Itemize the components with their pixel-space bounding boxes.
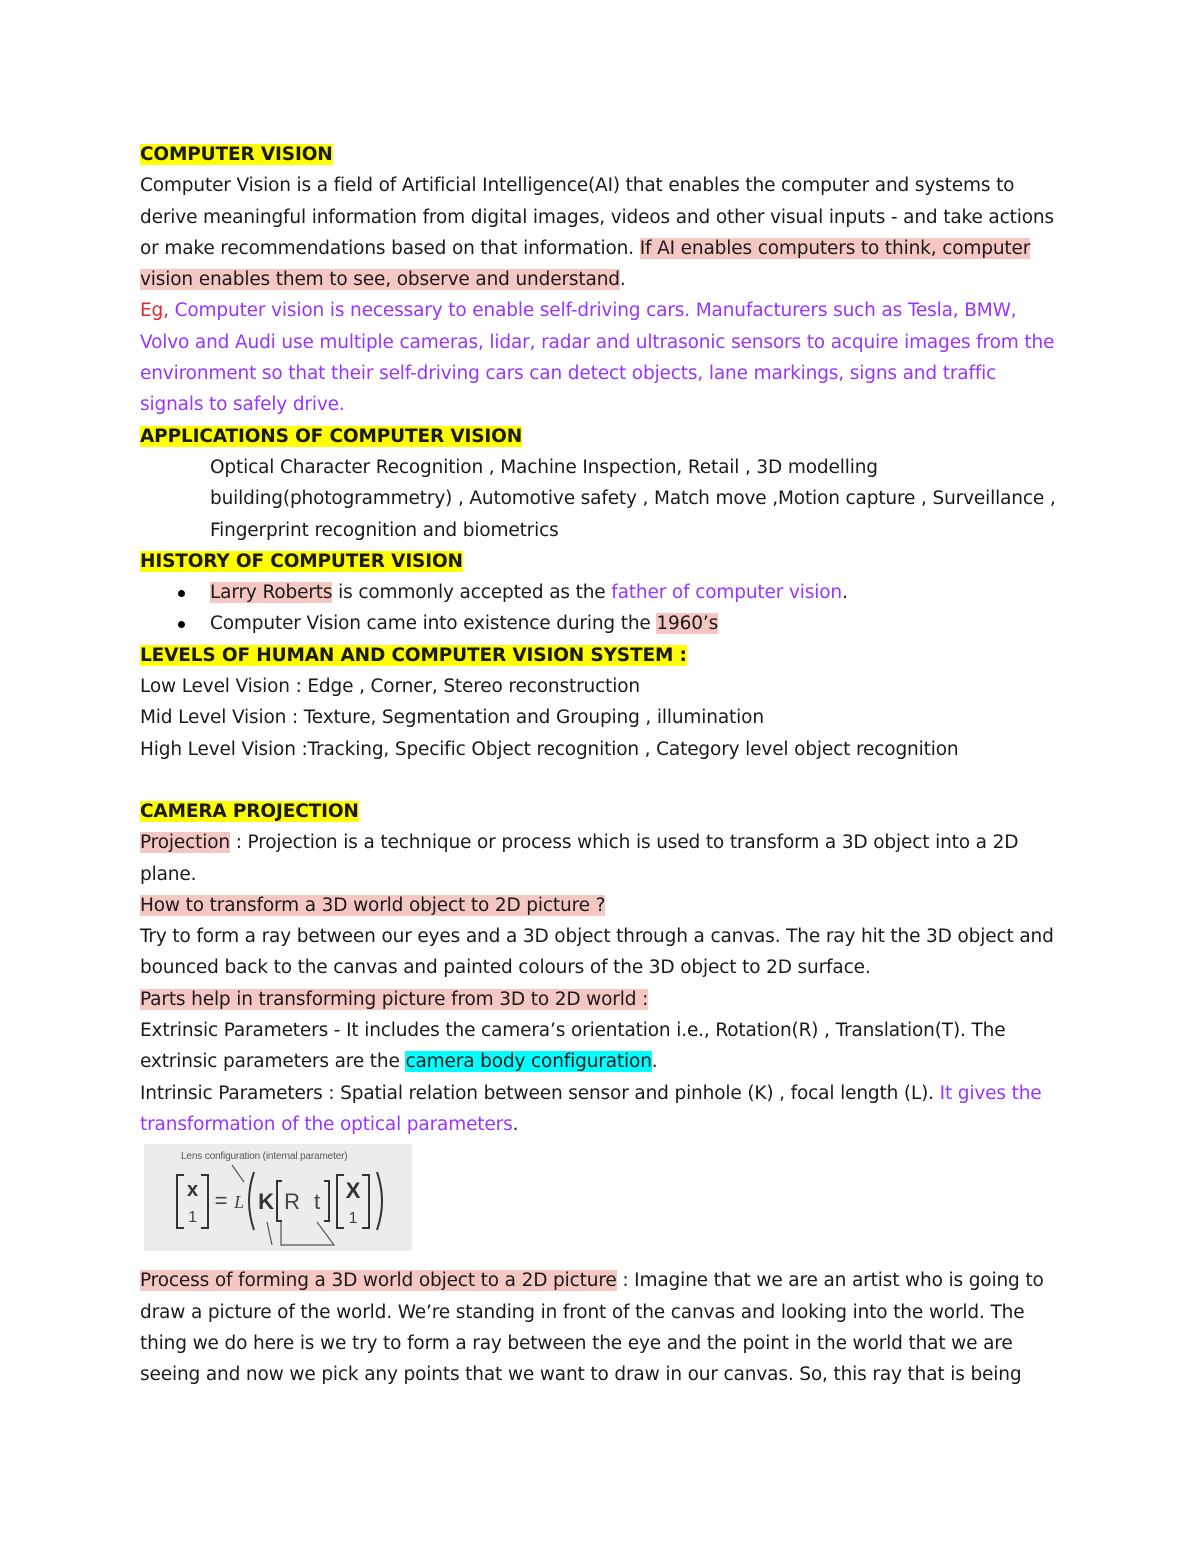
spacer <box>140 765 1060 796</box>
projection-paragraph: Projection : Projection is a technique or process which is used to transform a 3D object into a 2D plane. <box>140 832 1019 885</box>
formula-R: R <box>284 1189 300 1215</box>
mid-level-vision: Mid Level Vision : Texture, Segmentation and Grouping , illumination <box>140 707 764 729</box>
year-highlight: 1960’s <box>656 613 719 635</box>
formula-caption: Lens configuration (internal parameter) <box>181 1151 348 1163</box>
cv-highlight: If AI enables computers to think, computer vision enables them to see, observe and understand <box>140 237 1031 291</box>
formula-svg <box>144 1144 412 1251</box>
list-item: Computer Vision came into existence during the 1960’s <box>140 608 1060 639</box>
formula-equals: = <box>214 1188 228 1214</box>
formula-K: K <box>258 1189 274 1215</box>
formula-X-upper: X <box>345 1178 361 1204</box>
camera-body-highlight: camera body configuration <box>405 1051 652 1073</box>
eg-text: Computer vision is necessary to enable self-driving cars. Manufacturers such as Tesla, BMW, Volvo and Audi use multiple cameras, lidar, radar and ultrasonic sensors to acquire images from the environment so that their self-driving cars can detect objects, lane markings, signs and traffic signals to safely drive. <box>140 300 1055 416</box>
formula-x-lower: x <box>187 1179 198 1202</box>
example-paragraph <box>140 295 1060 420</box>
formula-t: t <box>314 1189 320 1215</box>
formula-L: L <box>234 1192 244 1213</box>
how-question: How to transform a 3D world object to 2D picture ? <box>140 894 606 916</box>
bullet-icon <box>178 621 185 628</box>
bullet-icon <box>178 590 185 597</box>
process-paragraph: Process of forming a 3D world object to a 2D picture : Imagine that we are an artist who is going to draw a picture of the world. We’re standing in front of the canvas and looking into the world. The thing we do here is we try to form a ray between the eye and the point in the world that we are seeing and now we pick any points that we want to draw in our canvas. So, this ray that is being <box>140 1270 1044 1386</box>
history-list <box>140 577 1060 640</box>
formula-figure <box>140 1140 1060 1265</box>
extrinsic-paragraph: Extrinsic Parameters - It includes the camera’s orientation i.e., Rotation(R) , Translation(T). The extrinsic parameters are the camera body configuration. <box>140 1020 1006 1073</box>
cv-paragraph: Computer Vision is a field of Artificial Intelligence(AI) that enables the computer and systems to derive meaningful information from digital images, videos and other visual inputs - and take actions or make recommendations based on that information. If AI enables computers to think, computer vision enables them to see, observe and understand. <box>140 175 1054 291</box>
camera-heading: CAMERA PROJECTION <box>140 800 359 822</box>
history-heading: HISTORY OF COMPUTER VISION <box>140 550 463 572</box>
levels-heading: LEVELS OF HUMAN AND COMPUTER VISION SYSTEM : <box>140 644 687 666</box>
parts-heading: Parts help in transforming picture from 3D to 2D world : <box>140 988 649 1010</box>
list-item: Larry Roberts is commonly accepted as the father of computer vision. <box>140 577 1060 608</box>
intrinsic-paragraph: Intrinsic Parameters : Spatial relation between sensor and pinhole (K) , focal length (L). It gives the transformation of the optical parameters. <box>140 1082 1042 1135</box>
try-paragraph: Try to form a ray between our eyes and a 3D object through a canvas. The ray hit the 3D object and bounced back to the canvas and painted colours of the 3D object to 2D surface. <box>140 926 1054 979</box>
formula-one-left: 1 <box>188 1209 197 1227</box>
applications-list: Optical Character Recognition , Machine Inspection, Retail , 3D modelling building(photogrammetry) , Automotive safety , Match move ,Motion capture , Surveillance , Fingerprint recognition and biometrics <box>210 456 1056 541</box>
applications-heading: APPLICATIONS OF COMPUTER VISION <box>140 425 523 447</box>
high-level-vision: High Level Vision :Tracking, Specific Object recognition , Category level object recognition <box>140 738 959 760</box>
eg-label: Eg, <box>140 300 169 322</box>
larry-roberts: Larry Roberts <box>210 582 333 604</box>
low-level-vision: Low Level Vision : Edge , Corner, Stereo reconstruction <box>140 676 640 698</box>
formula-one-right: 1 <box>348 1210 358 1228</box>
cv-heading: COMPUTER VISION <box>140 144 333 165</box>
projection-formula-image <box>144 1144 412 1251</box>
